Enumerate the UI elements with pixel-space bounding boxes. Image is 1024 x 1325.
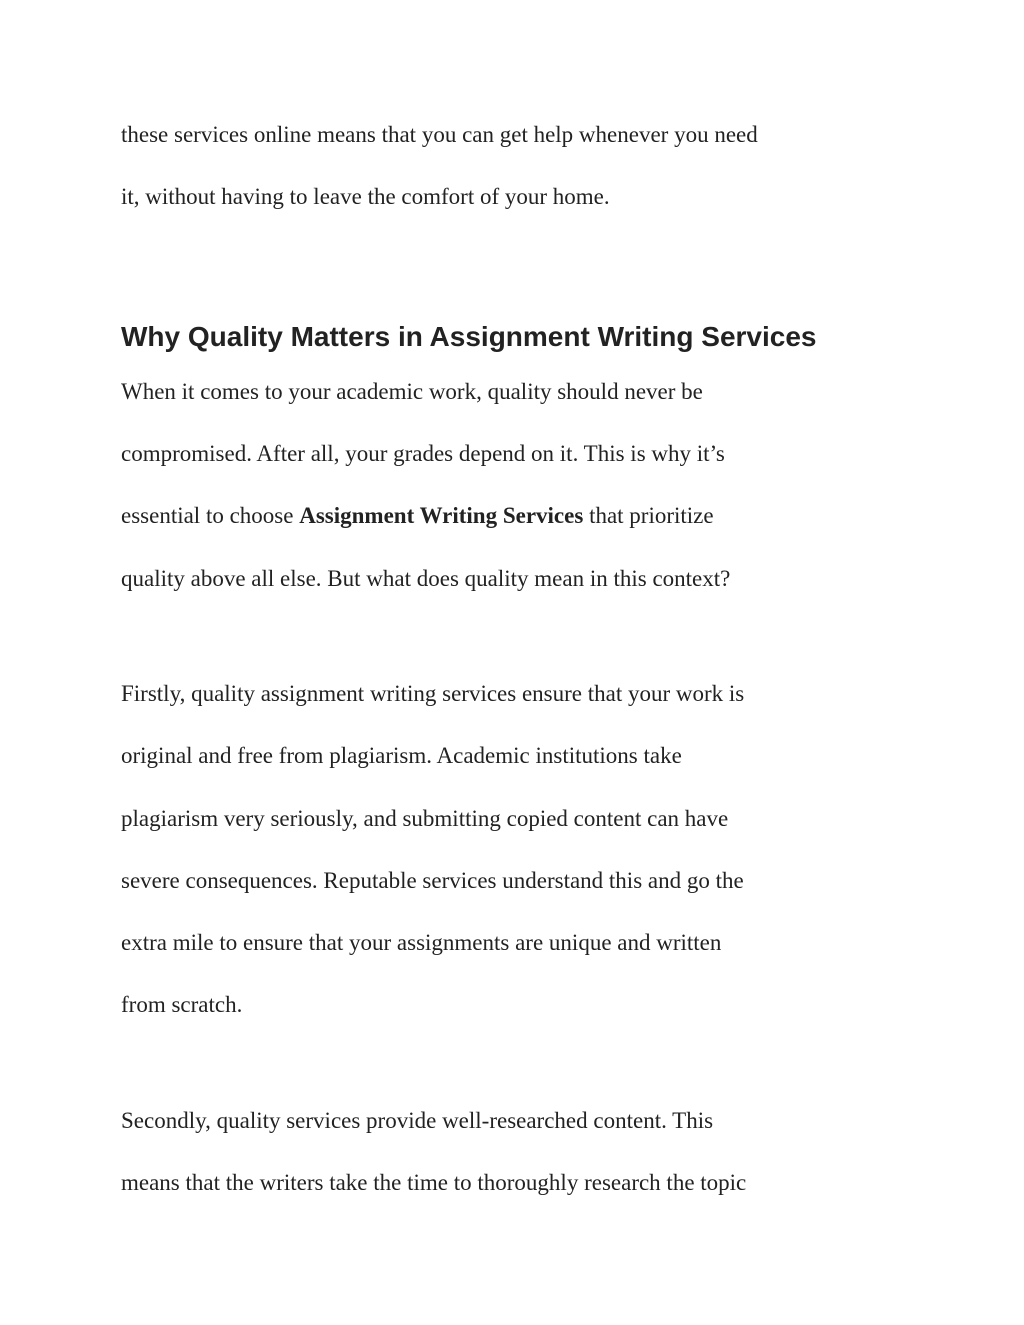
text-line: When it comes to your academic work, quality should never be [121,379,703,404]
bold-keyword: Assignment Writing Services [299,503,584,528]
text-line: quality above all else. But what does quality mean in this context? [121,566,731,591]
text-line: plagiarism very seriously, and submitting copied content can have [121,806,729,831]
text-line: compromised. After all, your grades depend on it. This is why it’s [121,441,725,466]
text-line: these services online means that you can get help whenever you need [121,122,758,147]
text-run: essential to choose [121,503,300,528]
text-line [121,502,714,530]
text-line: Secondly, quality services provide well-researched content. This [121,1108,714,1133]
text-line: means that the writers take the time to thoroughly research the topic [121,1170,747,1195]
text-line: it, without having to leave the comfort of your home. [121,184,610,209]
text-run: that prioritize [583,503,714,528]
text-line: Firstly, quality assignment writing services ensure that your work is [121,681,745,706]
text-line: extra mile to ensure that your assignments are unique and written [121,930,722,955]
text-line: from scratch. [121,992,243,1017]
section-heading: Why Quality Matters in Assignment Writing Services [121,321,817,352]
text-line: original and free from plagiarism. Academic institutions take [121,743,682,768]
text-line: severe consequences. Reputable services understand this and go the [121,868,744,893]
